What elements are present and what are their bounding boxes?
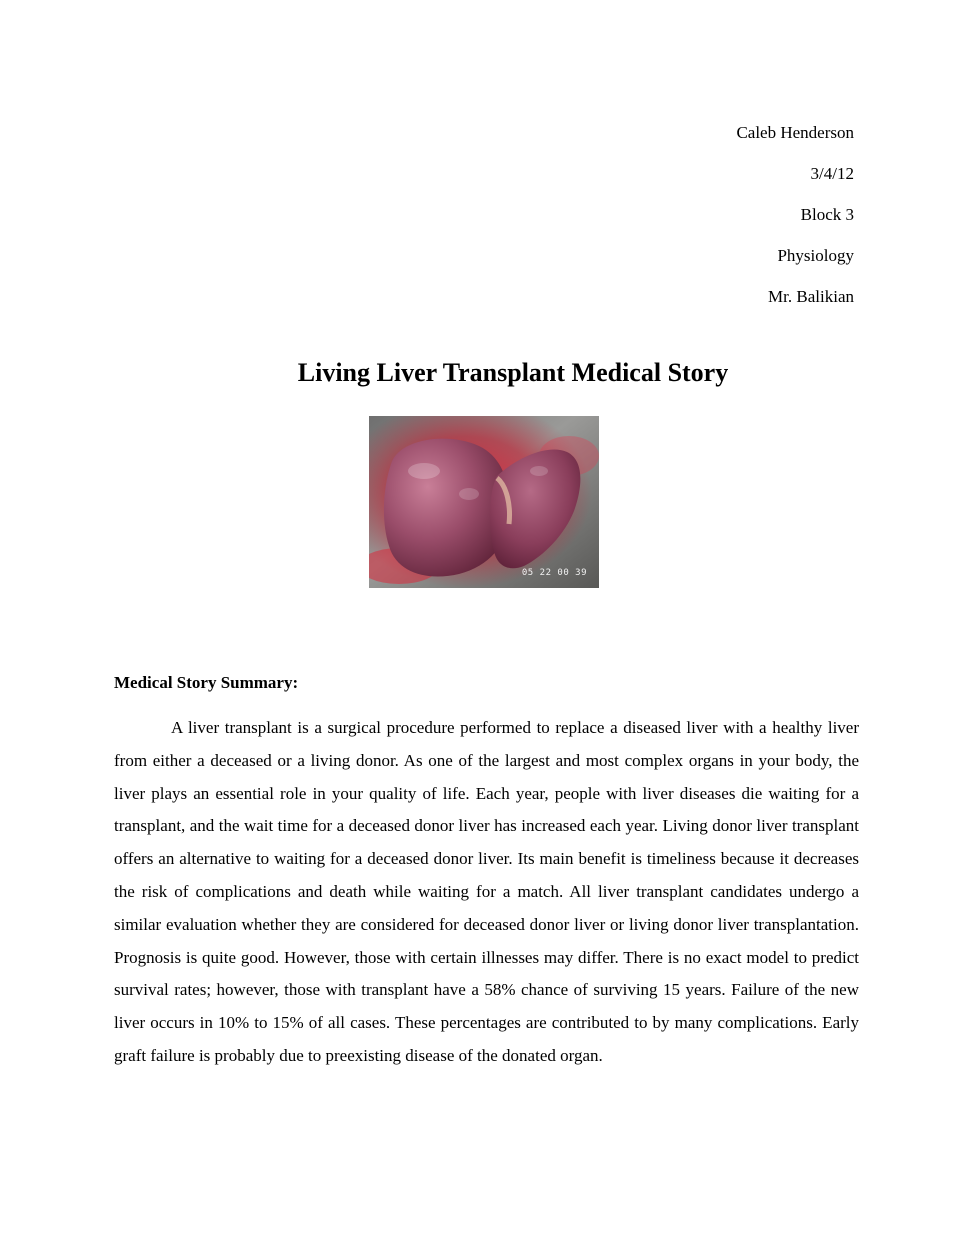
document-date: 3/4/12 (810, 164, 854, 183)
class-block: Block 3 (800, 205, 854, 224)
header-info (736, 112, 854, 317)
summary-heading: Medical Story Summary: (114, 673, 299, 692)
teacher-name: Mr. Balikian (768, 287, 854, 306)
photo-timestamp: 05 22 00 39 (521, 568, 587, 578)
liver-photo-image (369, 416, 599, 588)
document-title: Living Liver Transplant Medical Story (297, 358, 729, 387)
author-name: Caleb Henderson (736, 123, 854, 142)
course-name: Physiology (777, 246, 854, 265)
summary-paragraph: A liver transplant is a surgical procedure performed to replace a diseased liver with a healthy liver from either a deceased or a living donor. As one of the largest and most complex organs in your body, the liver plays an essential role in your quality of life. Each year, people with liver diseases die waiting for a transplant, and the wait time for a deceased donor liver has increased each year. Living donor liver transplant offers an alternative to waiting for a deceased donor liver. Its main benefit is timeliness because it decreases the risk of complications and death while waiting for a match. All liver transplant candidates undergo a similar evaluation whether they are considered for deceased donor liver or living donor liver transplantation. Prognosis is quite good. However, those with certain illnesses may differ. There is no exact model to predict survival rates; however, those with transplant have a 58% chance of surviving 15 years. Failure of the new liver occurs in 10% to 15% of all cases. These percentages are contributed to by many complications. Early graft failure is probably due to preexisting disease of the donated organ. (114, 718, 859, 1065)
liver-photo (369, 416, 599, 588)
